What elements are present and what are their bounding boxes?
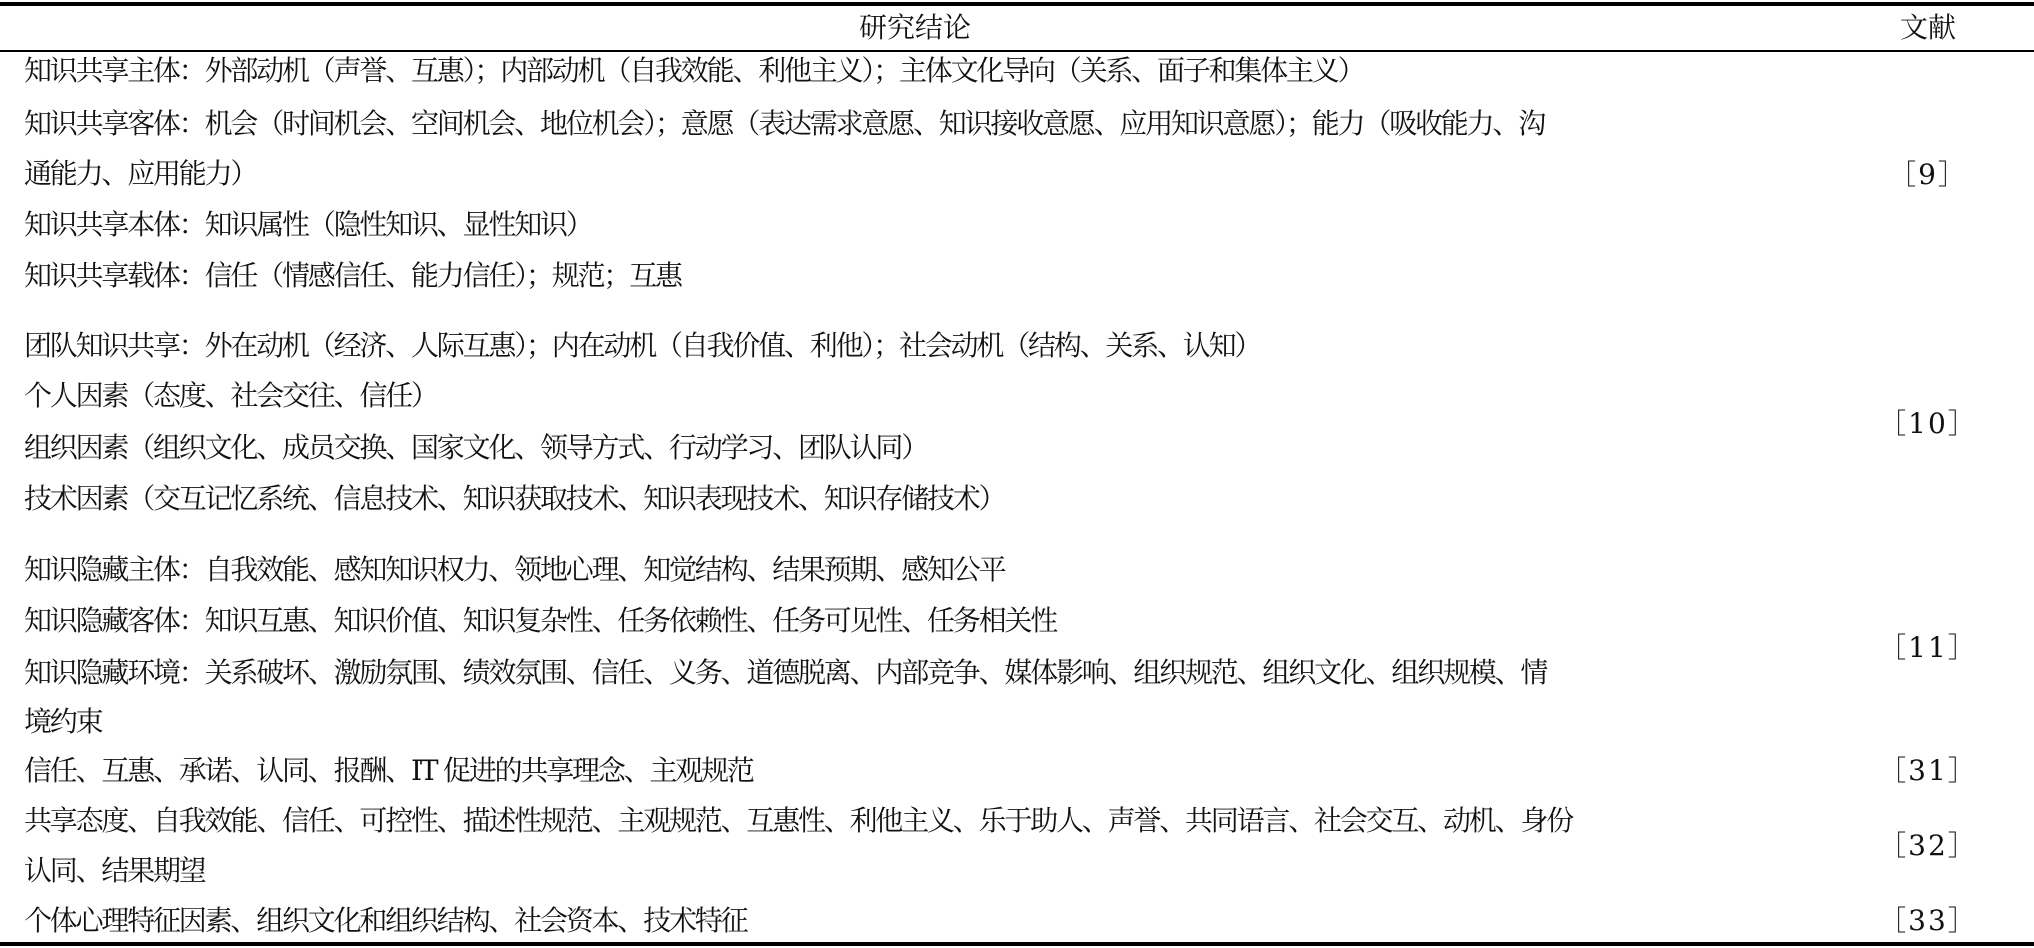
table-row-line: 共享态度、自我效能、信任、可控性、描述性规范、主观规范、互惠性、利他主义、乐于助人、声誉、共同语言、社会交互、动机、身份 bbox=[24, 804, 1573, 837]
table-row-line: 技术因素（交互记忆系统、信息技术、知识获取技术、知识表现技术、知识存储技术） bbox=[24, 482, 1005, 515]
table-row-line: 知识共享载体：信任（情感信任、能力信任）；规范；互惠 bbox=[24, 259, 681, 292]
table-row-line: 信任、互惠、承诺、认同、报酬、IT 促进的共享理念、主观规范 bbox=[24, 754, 753, 787]
table-bottom-rule bbox=[0, 942, 2034, 946]
table-row-line: 知识隐藏环境：关系破坏、激励氛围、绩效氛围、信任、义务、道德脱离、内部竞争、媒体影响、组织规范、组织文化、组织规模、情 bbox=[24, 656, 1547, 689]
table-row-line: 知识隐藏客体：知识互惠、知识价值、知识复杂性、任务依赖性、任务可见性、任务相关性 bbox=[24, 604, 1057, 637]
reference-cell: ［9］ bbox=[1888, 158, 1968, 191]
table-row-line: 个人因素（态度、社会交往、信任） bbox=[24, 379, 437, 412]
table-row-line: 知识共享本体：知识属性（隐性知识、显性知识） bbox=[24, 208, 592, 241]
table-row-line: 知识共享客体：机会（时间机会、空间机会、地位机会）；意愿（表达需求意愿、知识接收意愿、应用知识意愿）；能力（吸收能力、沟 bbox=[24, 107, 1545, 140]
table-row-line: 知识共享主体：外部动机（声誉、互惠）；内部动机（自我效能、利他主义）；主体文化导向（关系、面子和集体主义） bbox=[24, 54, 1364, 87]
header-reference: 文献 bbox=[1899, 11, 1956, 44]
table-row-line: 组织因素（组织文化、成员交换、国家文化、领导方式、行动学习、团队认同） bbox=[24, 431, 928, 464]
table-row-line: 个体心理特征因素、组织文化和组织结构、社会资本、技术特征 bbox=[24, 904, 747, 937]
table-row-line: 境约束 bbox=[24, 705, 102, 738]
table-header-rule bbox=[0, 50, 2034, 52]
header-research-conclusion: 研究结论 bbox=[858, 11, 971, 44]
table-row-line: 通能力、应用能力） bbox=[24, 157, 257, 190]
reference-cell: ［11］ bbox=[1878, 631, 1978, 664]
reference-cell: ［33］ bbox=[1878, 904, 1978, 937]
table-row-line: 认同、结果期望 bbox=[24, 854, 205, 887]
table-row-line: 知识隐藏主体：自我效能、感知知识权力、领地心理、知觉结构、结果预期、感知公平 bbox=[24, 553, 1005, 586]
table-row-line: 团队知识共享：外在动机（经济、人际互惠）；内在动机（自我价值、利他）；社会动机（结构、关系、认知） bbox=[24, 329, 1261, 362]
reference-cell: ［31］ bbox=[1878, 754, 1978, 787]
reference-cell: ［32］ bbox=[1878, 829, 1978, 862]
reference-cell: ［10］ bbox=[1878, 407, 1978, 440]
